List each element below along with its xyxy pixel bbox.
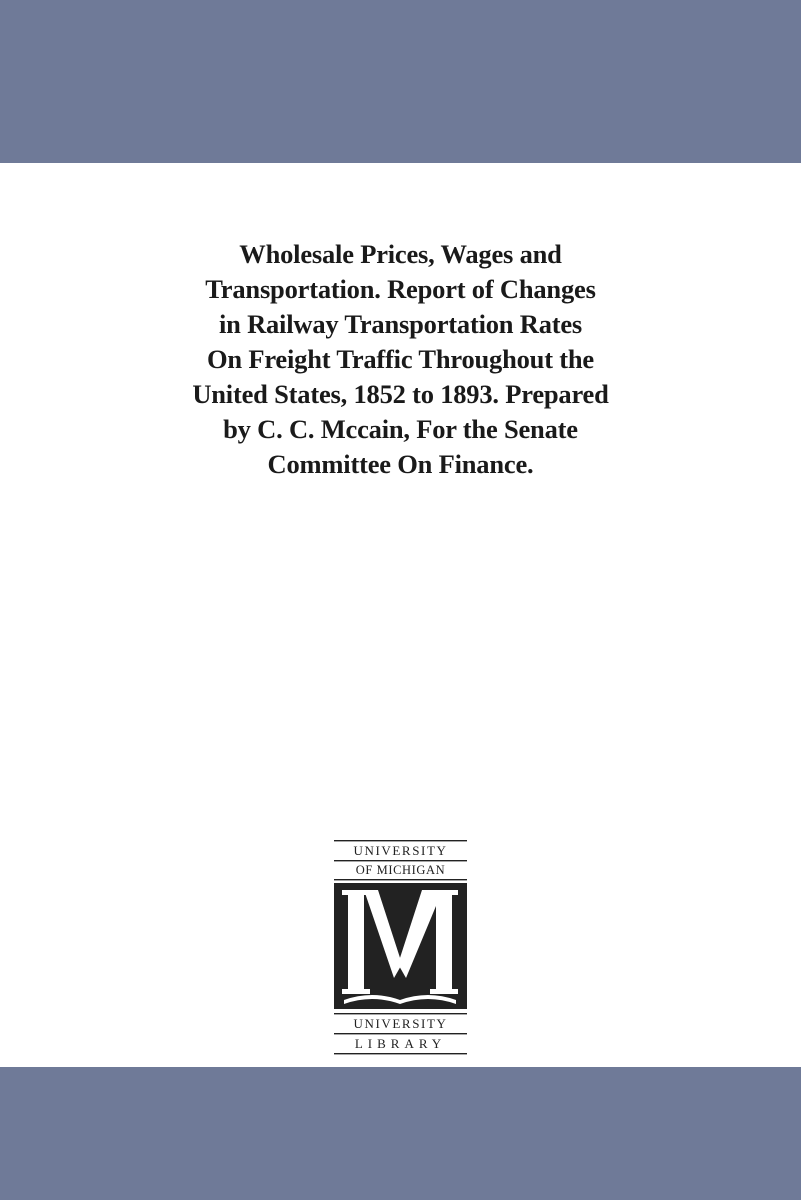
- logo-rule: [334, 1033, 467, 1034]
- logo-rule: [334, 860, 467, 861]
- bottom-color-band: [0, 1067, 801, 1200]
- title-line: On Freight Traffic Throughout the: [206, 344, 594, 374]
- logo-text-university-top: UNIVERSITY: [353, 843, 448, 858]
- title-line: United States, 1852 to 1893. Prepared: [192, 379, 609, 409]
- logo-rule: [334, 1013, 467, 1014]
- logo-rule: [334, 840, 467, 841]
- logo-text-of-michigan: OF MICHIGAN: [355, 863, 446, 877]
- title-line: Committee On Finance.: [267, 449, 534, 479]
- logo-rule: [334, 879, 467, 880]
- top-color-band: [0, 0, 801, 163]
- university-library-logo: [332, 836, 469, 1062]
- title-line: Transportation. Report of Changes: [205, 274, 596, 304]
- title-line: Wholesale Prices, Wages and: [239, 239, 562, 269]
- logo-text-library: LIBRARY: [354, 1036, 447, 1051]
- logo-text-university-bottom: UNIVERSITY: [353, 1016, 448, 1031]
- logo-rule: [334, 1053, 467, 1054]
- title-line: by C. C. Mccain, For the Senate: [223, 414, 578, 444]
- title-line: in Railway Transportation Rates: [218, 309, 583, 339]
- book-title: [90, 237, 711, 482]
